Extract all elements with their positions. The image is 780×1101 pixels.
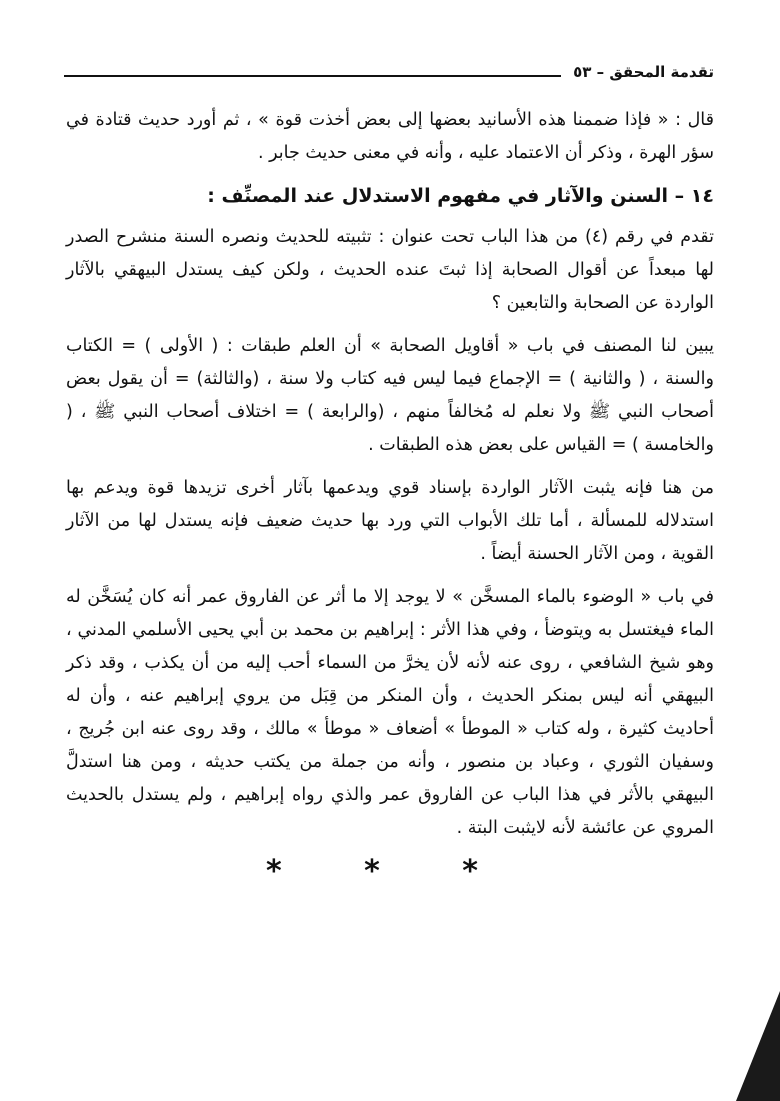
paragraph-3: يبين لنا المصنف في باب « أقاويل الصحابة » أن العلم طبقات : ( الأولى ) = الكتاب والسنة ، ( والثانية ) = الإجماع فيما ليس فيه كتاب ولا سنة ، (والثالثة) = أن يقول بعض أصحاب النبي ﷺ ولا نعلم له مُخالفاً منهم ، (والرابعة ) = اختلاف أصحاب النبي ﷺ ، ( والخامسة ) = القياس على بعض هذه الطبقات . <box>66 336 714 455</box>
paragraph-2: تقدم في رقم (٤) من هذا الباب تحت عنوان : تثبيته للحديث ونصره السنة منشرح الصدر لها مبعداً عن أقوال الصحابة إذا ثبتَ عنده الحديث ، ولكن كيف يستدل البيهقي بالآثار الواردة عن الصحابة والتابعين ؟ <box>66 227 714 313</box>
header-rule <box>64 75 561 77</box>
running-header <box>64 60 714 84</box>
section-heading: ١٤ – السنن والآثار في مفهوم الاستدلال عند المصنِّف : <box>207 185 714 207</box>
header-title: تقدمة المحقق – ٥٣ <box>573 63 714 81</box>
paragraph-1: قال : « فإذا ضممنا هذه الأسانيد بعضها إلى بعض أخذت قوة » ، ثم أورد حديث قتادة في سؤر الهرة ، وذكر أن الاعتماد عليه ، وأنه في معنى حديث جابر . <box>66 110 714 163</box>
page-body <box>66 104 714 889</box>
paragraph-4: من هنا فإنه يثبت الآثار الواردة بإسناد قوي ويدعمها بآثار أخرى تزيدها قوة ويدعم بها استدلاله للمسألة ، أما تلك الأبواب التي ورد بها حديث ضعيف فإنه يستدل لها من الآثار القوية ، ومن الآثار الحسنة أيضاً . <box>66 478 714 564</box>
paragraph-5: في باب « الوضوء بالماء المسخَّن » لا يوجد إلا ما أثر عن الفاروق عمر أنه كان يُسَخَّن له الماء فيغتسل به ويتوضأ ، وفي هذا الأثر : إبراهيم بن محمد بن أبي يحيى الأسلمي المدني ، وهو شيخ الشافعي ، روى عنه لأنه لأن يخرَّ من السماء أحب إليه من أن يكذب ، وقد ذكر البيهقي أنه ليس بمنكر الحديث ، وأن المنكر من قِبَل من يروي إبراهيم عنه ، وأن له أحاديث كثيرة ، وله كتاب « الموطأ » أضعاف « موطأ » مالك ، وقد روى عنه ابن جُريج ، وسفيان الثوري ، وعباد بن منصور ، وأنه من جملة من يكتب حديثه ، ومن هنا استدلَّ البيهقي بالأثر في هذا الباب عن الفاروق عمر والذي رواه إبراهيم ، ولم يستدل بالحديث المروي عن عائشة لأنه لايثبت البتة . <box>66 587 714 838</box>
section-ornament: * * * <box>266 854 514 889</box>
scan-corner-shadow <box>732 991 780 1101</box>
